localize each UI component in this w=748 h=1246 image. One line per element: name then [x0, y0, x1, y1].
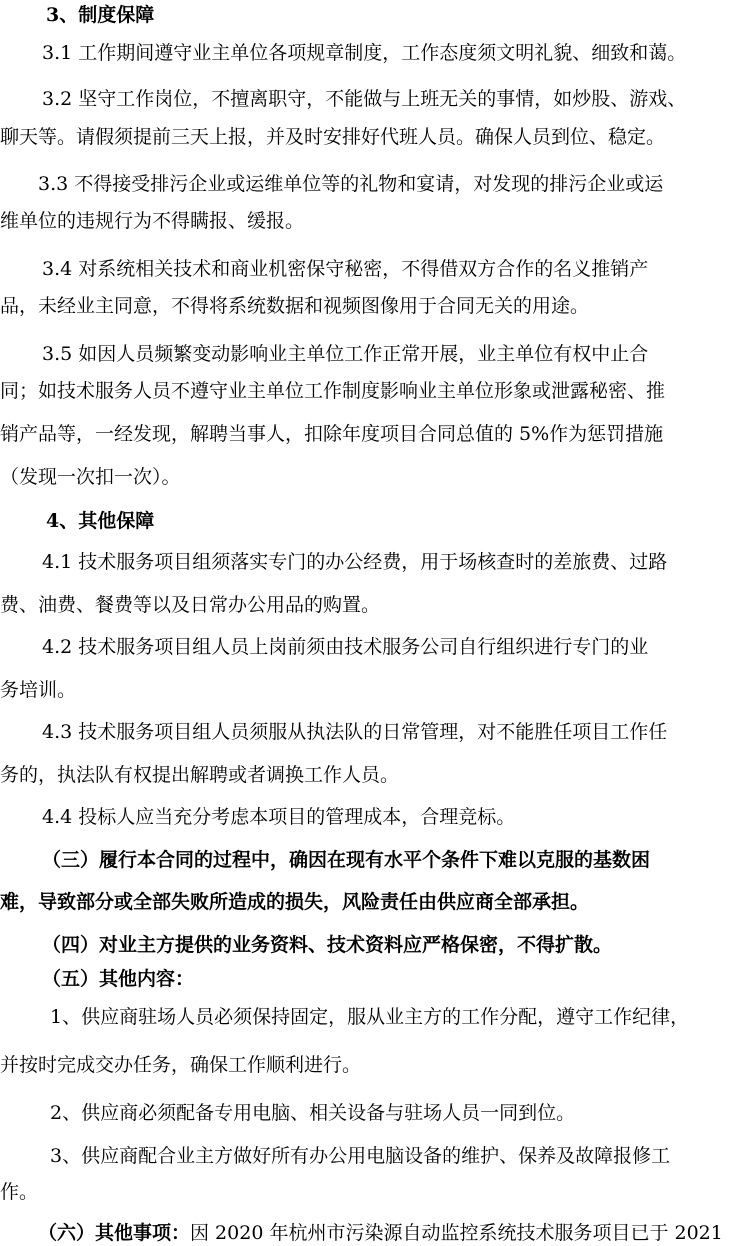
section-3-line-2: 难，导致部分或全部失败所造成的损失，风险责任由供应商全部承担。	[0, 891, 590, 913]
clause-3-3-line-2: 维单位的违规行为不得瞒报、缓报。	[0, 210, 305, 232]
clause-3-5-line-3: 销产品等，一经发现，解聘当事人，扣除年度项目合同总值的 5%作为惩罚措施	[0, 423, 664, 445]
clause-3-5-line-4: （发现一次扣一次）。	[0, 466, 181, 488]
section-6-line-1	[38, 1220, 723, 1246]
clause-4-3-line-2: 务的，执法队有权提出解聘或者调换工作人员。	[0, 764, 400, 786]
section-heading-4: 4、其他保障	[46, 510, 155, 532]
section-6-text: 因 2020 年杭州市污染源自动监控系统技术服务项目已于 2021	[190, 1222, 723, 1244]
other-item-1-line-2: 并按时完成交办任务，确保工作顺利进行。	[0, 1054, 362, 1076]
other-item-1-line-1: 1、供应商驻场人员必须保持固定，服从业主方的工作分配，遵守工作纪律，	[50, 1006, 690, 1028]
clause-3-4-line-1: 3.4 对系统相关技术和商业机密保守秘密，不得借双方合作的名义推销产	[42, 258, 649, 280]
other-item-3-line-2: 作。	[0, 1181, 39, 1203]
section-4-line-1: （四）对业主方提供的业务资料、技术资料应严格保密，不得扩散。	[42, 934, 613, 956]
clause-4-1-line-2: 费、油费、餐费等以及日常办公用品的购置。	[0, 594, 381, 616]
other-item-3-line-1: 3、供应商配合业主方做好所有办公用电脑设备的维护、保养及故障报修工	[50, 1145, 671, 1167]
clause-3-2-line-1: 3.2 坚守工作岗位，不擅离职守，不能做与上班无关的事情，如炒股、游戏、	[42, 88, 687, 110]
section-5-heading: （五）其他内容：	[42, 968, 195, 990]
clause-4-4-line-1: 4.4 投标人应当充分考虑本项目的管理成本，合理竞标。	[42, 806, 516, 828]
clause-4-3-line-1: 4.3 技术服务项目组人员须服从执法队的日常管理，对不能胜任项目工作任	[42, 721, 668, 743]
clause-3-4-line-2: 品，未经业主同意，不得将系统数据和视频图像用于合同无关的用途。	[0, 295, 590, 317]
section-6-heading: （六）其他事项：	[38, 1222, 191, 1244]
clause-4-1-line-1: 4.1 技术服务项目组须落实专门的办公经费，用于场核查时的差旅费、过路	[42, 551, 668, 573]
clause-3-1-line-1: 3.1 工作期间遵守业主单位各项规章制度，工作态度须文明礼貌、细致和蔼。	[42, 42, 687, 64]
clause-3-5-line-2: 同；如技术服务人员不遵守业主单位工作制度影响业主单位形象或泄露秘密、推	[0, 380, 666, 402]
clause-3-5-line-1: 3.5 如因人员频繁变动影响业主单位工作正常开展，业主单位有权中止合	[42, 343, 649, 365]
other-item-2-line-1: 2、供应商必须配备专用电脑、相关设备与驻场人员一同到位。	[50, 1102, 576, 1124]
clause-3-2-line-2: 聊天等。请假须提前三天上报，并及时安排好代班人员。确保人员到位、稳定。	[0, 126, 666, 148]
section-3-line-1: （三）履行本合同的过程中，确因在现有水平个条件下难以克服的基数困	[42, 849, 651, 871]
clause-4-2-line-2: 务培训。	[0, 679, 77, 701]
clause-4-2-line-1: 4.2 技术服务项目组人员上岗前须由技术服务公司自行组织进行专门的业	[42, 636, 649, 658]
clause-3-3-line-1: 3.3 不得接受排污企业或运维单位等的礼物和宴请，对发现的排污企业或运	[38, 173, 664, 195]
section-heading-3: 3、制度保障	[46, 4, 155, 26]
